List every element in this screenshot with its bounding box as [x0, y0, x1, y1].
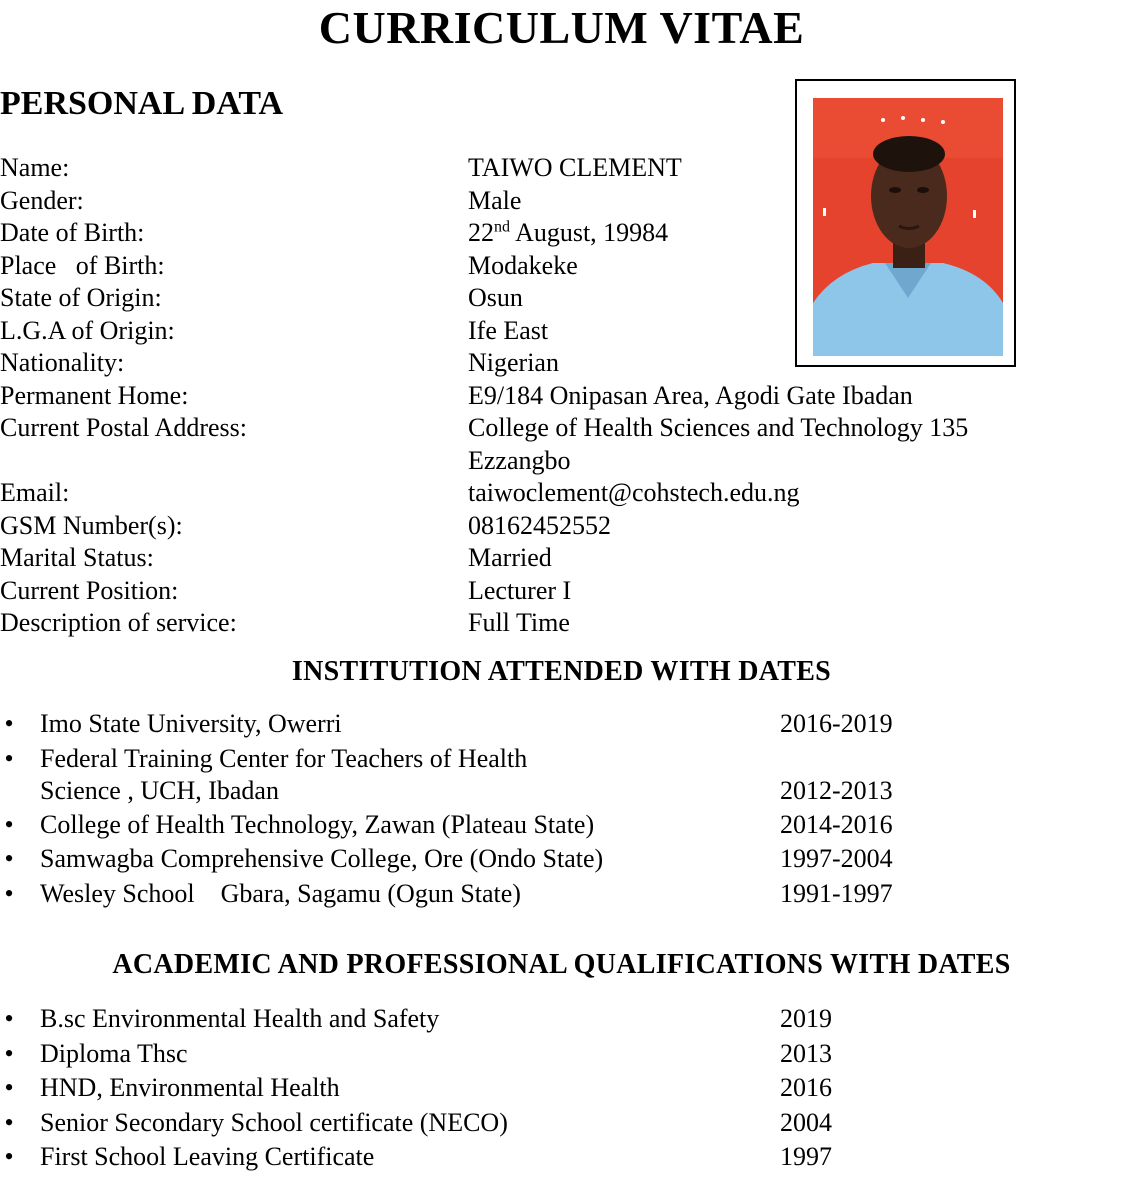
field-label: Current Position: — [0, 575, 179, 605]
field-gsm-numbers — [0, 510, 1123, 543]
field-name — [0, 152, 1123, 185]
field-value: Lecturer I — [468, 575, 572, 605]
list-item — [0, 1107, 1123, 1142]
field-label: Marital Status: — [0, 543, 154, 572]
qualifications-heading: ACADEMIC AND PROFESSIONAL QUALIFICATIONS WITH DATES — [112, 949, 1011, 980]
field-gender — [0, 185, 1123, 218]
field-current-position — [0, 575, 1123, 608]
institution-dates: 2012-2013 — [780, 776, 893, 805]
bullet-icon: • — [4, 1004, 14, 1033]
institution-dates: 1997-2004 — [780, 844, 893, 873]
qualification-year: 2016 — [780, 1073, 832, 1102]
field-value: 08162452552 — [468, 510, 611, 540]
field-place-of-birth — [0, 250, 1123, 283]
list-item — [0, 1003, 1123, 1038]
institution-dates: 1991-1997 — [780, 878, 893, 908]
qualification-name: Senior Secondary School certificate (NECO) — [40, 1107, 508, 1137]
field-value: Ife East — [468, 315, 549, 345]
qualification-name: Diploma Thsc — [40, 1038, 188, 1068]
field-permanent-home — [0, 380, 1123, 413]
field-label: Email: — [0, 478, 70, 507]
field-nationality — [0, 347, 1123, 380]
birth-day-suffix: nd — [494, 218, 510, 236]
field-label: L.G.A of Origin: — [0, 315, 175, 345]
field-value: Osun — [468, 283, 523, 312]
qualifications-list — [0, 1003, 1123, 1176]
field-value: Nigerian — [468, 348, 559, 377]
institutions-list — [0, 708, 1123, 912]
institution-dates: 2016-2019 — [780, 709, 893, 738]
list-item — [0, 843, 1123, 878]
field-value: Married — [468, 543, 552, 572]
birth-month-year: August, 19984 — [510, 218, 669, 247]
bullet-icon: • — [4, 844, 14, 873]
field-value: E9/184 Onipasan Area, Agodi Gate Ibadan — [468, 380, 913, 410]
field-value: Modakeke — [468, 250, 578, 280]
field-value: Male — [468, 185, 522, 215]
qualification-name: B.sc Environmental Health and Safety — [40, 1004, 440, 1033]
qualification-year: 2013 — [780, 1038, 832, 1068]
list-item — [0, 708, 1123, 743]
field-label: State of Origin: — [0, 283, 162, 312]
institution-name: Imo State University, Owerri — [40, 709, 342, 738]
institutions-heading: INSTITUTION ATTENDED WITH DATES — [291, 656, 832, 687]
field-label: Description of service: — [0, 608, 237, 637]
qualification-year: 2019 — [780, 1004, 832, 1033]
bullet-icon: • — [4, 1073, 14, 1102]
bullet-icon: • — [4, 743, 14, 773]
field-date-of-birth — [0, 217, 1123, 250]
institution-name: Wesley School Gbara, Sagamu (Ogun State) — [40, 878, 521, 908]
bullet-icon: • — [4, 1142, 14, 1171]
qualification-year: 2004 — [780, 1107, 832, 1137]
field-current-postal-address — [0, 412, 1123, 477]
bullet-icon: • — [4, 1038, 14, 1068]
institution-dates: 2014-2016 — [780, 809, 893, 839]
list-item — [0, 743, 1123, 809]
field-label: Current Postal Address: — [0, 413, 247, 442]
field-lga-of-origin — [0, 315, 1123, 348]
field-label: Name: — [0, 153, 70, 182]
qualification-year: 1997 — [780, 1142, 832, 1171]
institution-name: Samwagba Comprehensive College, Ore (Ondo State) — [40, 844, 604, 873]
field-label: Nationality: — [0, 348, 125, 377]
bullet-icon: • — [4, 709, 14, 738]
field-label: Place of Birth: — [0, 250, 165, 280]
institution-name: College of Health Technology, Zawan (Plateau State) — [40, 809, 595, 839]
field-state-of-origin — [0, 282, 1123, 315]
field-label: GSM Number(s): — [0, 510, 183, 540]
field-value: TAIWO CLEMENT — [468, 153, 682, 182]
birth-day: 22 — [468, 218, 494, 247]
bullet-icon: • — [4, 1107, 14, 1137]
list-item — [0, 878, 1123, 913]
personal-data-heading: PERSONAL DATA — [0, 85, 284, 122]
field-value: Full Time — [468, 608, 570, 637]
list-item — [0, 1038, 1123, 1073]
field-value: taiwoclement@cohstech.edu.ng — [468, 478, 800, 507]
bullet-icon: • — [4, 809, 14, 839]
field-email — [0, 477, 1123, 510]
list-item — [0, 809, 1123, 844]
field-marital-status — [0, 542, 1123, 575]
field-label: Gender: — [0, 185, 84, 215]
bullet-icon: • — [4, 878, 14, 908]
field-label: Permanent Home: — [0, 380, 189, 410]
personal-data-fields — [0, 152, 1123, 640]
field-value — [468, 217, 1028, 250]
field-description-of-service — [0, 607, 1123, 640]
field-value: College of Health Sciences and Technology 135 Ezzangbo — [468, 413, 969, 475]
institution-name: Federal Training Center for Teachers of Health Science , UCH, Ibadan — [40, 743, 528, 805]
qualification-name: HND, Environmental Health — [40, 1073, 340, 1102]
document-title: CURRICULUM VITAE — [318, 2, 805, 53]
qualification-name: First School Leaving Certificate — [40, 1142, 375, 1171]
list-item — [0, 1141, 1123, 1176]
list-item — [0, 1072, 1123, 1107]
field-label: Date of Birth: — [0, 218, 145, 247]
